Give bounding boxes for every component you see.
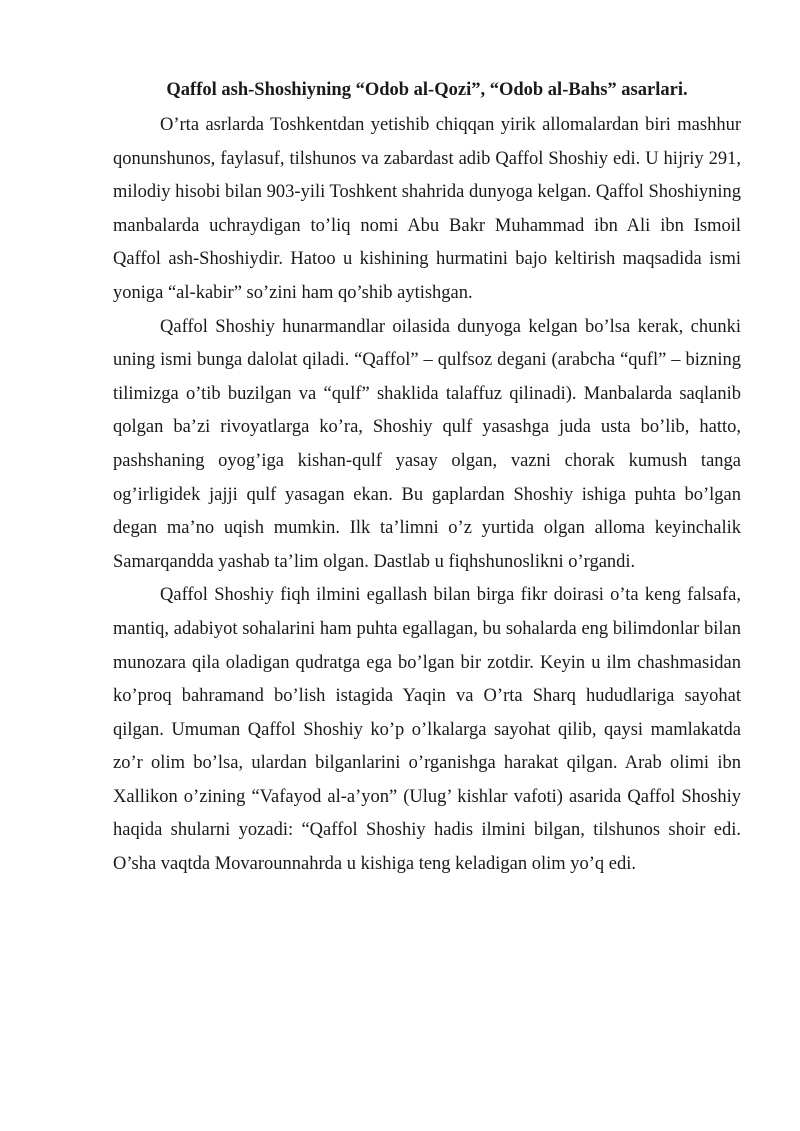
document-page xyxy=(113,74,741,882)
document-title: Qaffol ash-Shoshiyning “Odob al-Qozi”, “Odob al-Bahs” asarlari. xyxy=(166,80,688,100)
paragraph-1: O’rta asrlarda Toshkentdan yetishib chiqqan yirik allomalardan biri mashhur qonunshunos, faylasuf, tilshunos va zabardast adib Qaffol Shoshiy edi. U hijriy 291, milodiy hisobi bilan 903-yili Toshkent shahrida dunyoga kelgan. Qaffol Shoshiyning manbalarda uchraydigan to’liq nomi Abu Bakr Muhammad ibn Ali ibn Ismoil Qaffol ash-Shoshiydir. Hatoo u kishining hurmatini bajo keltirish maqsadida ismi yoniga “al-kabir” so’zini ham qo’shib aytishgan. xyxy=(113,115,741,303)
paragraph-2: Qaffol Shoshiy hunarmandlar oilasida dunyoga kelgan bo’lsa kerak, chunki uning ismi bunga dalolat qiladi. “Qaffol” – qulfsoz degani (arabcha “qufl” – bizning tilimizga o’tib buzilgan va “qulf” shaklida talaffuz qilinadi). Manbalarda saqlanib qolgan ba’zi rivoyatlarga ko’ra, Shoshiy qulf yasashga juda usta bo’lib, hatto, pashshaning oyog’iga kishan-qulf yasay olgan, vazni chorak kumush tanga og’irligidek jajji qulf yasagan ekan. Bu gaplardan Shoshiy ishiga puhta bo’lgan degan ma’no uqish mumkin. Ilk ta’limni o’z yurtida olgan alloma keyinchalik Samarqandda yashab ta’lim olgan. Dastlab u fiqhshunoslikni o’rgandi. xyxy=(113,316,741,572)
paragraph-3: Qaffol Shoshiy fiqh ilmini egallash bilan birga fikr doirasi o’ta keng falsafa, mantiq, adabiyot sohalarini ham puhta egallagan, bu sohalarda eng bilimdonlar bilan munozara qila oladigan qudratga ega bo’lgan bir zotdir. Keyin u ilm chashmasidan ko’proq bahramand bo’lish istagida Yaqin va O’rta Sharq hududlariga sayohat qilgan. Umuman Qaffol Shoshiy ko’p o’lkalarga sayohat qilib, qaysi mamlakatda zo’r olim bo’lsa, ulardan bilganlarini o’rganishga harakat qilgan. Arab olimi ibn Xallikon o’zining “Vafayod al-a’yon” (Ulug’ kishlar vafoti) asarida Qaffol Shoshiy haqida shularni yozadi: “Qaffol Shoshiy hadis ilmini bilgan, tilshunos shoir edi. O’sha vaqtda Movarounnahrda u kishiga teng keladigan olim yo’q edi. xyxy=(113,585,741,875)
